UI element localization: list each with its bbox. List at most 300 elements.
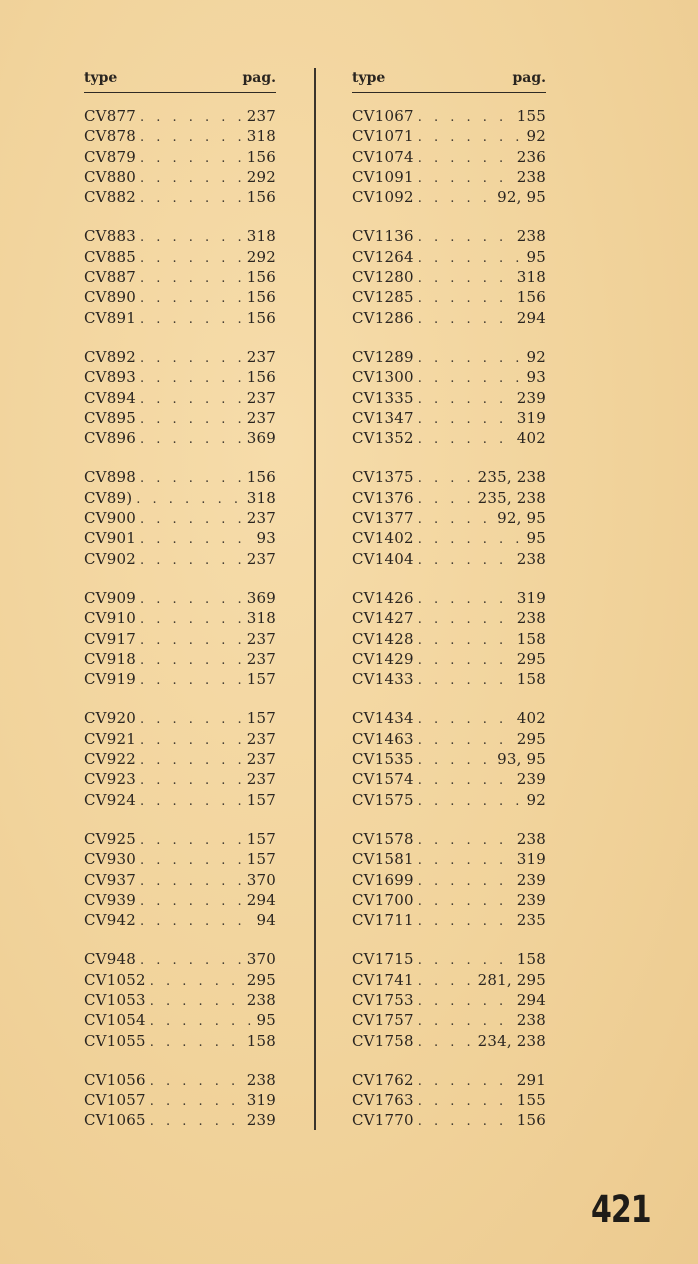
type-code: CV1352: [352, 429, 414, 448]
index-entry: [84, 127, 276, 147]
dot-leader: [418, 351, 523, 366]
index-entry: [352, 550, 546, 570]
dot-leader: [140, 833, 243, 848]
page-reference: 319: [516, 850, 546, 869]
dot-leader: [418, 974, 474, 989]
index-group: [84, 589, 276, 690]
index-entry: [352, 268, 546, 288]
page-reference: 238: [246, 1070, 276, 1089]
index-entry: [352, 730, 546, 750]
page-reference: 319: [516, 408, 546, 427]
dot-leader: [140, 271, 243, 286]
page-reference: 95: [256, 1011, 276, 1030]
dot-leader: [140, 171, 243, 186]
index-entry: [352, 770, 546, 790]
left-column-header: [84, 68, 276, 93]
index-entry: [84, 1011, 276, 1031]
dot-leader: [150, 1074, 243, 1089]
index-entry: [84, 871, 276, 891]
type-code: CV1757: [352, 1011, 414, 1030]
page-reference: 156: [516, 288, 546, 307]
dot-leader: [150, 1114, 243, 1129]
dot-leader: [418, 151, 513, 166]
type-code: CV1581: [352, 850, 414, 869]
dot-leader: [418, 110, 513, 125]
index-entry: [352, 429, 546, 449]
dot-leader: [418, 553, 513, 568]
type-code: CV1700: [352, 890, 414, 909]
index-group: [352, 348, 546, 449]
page-reference: 318: [246, 609, 276, 628]
type-code: CV1463: [352, 729, 414, 748]
page-reference: 294: [246, 890, 276, 909]
index-entry: [352, 791, 546, 811]
page-reference: 237: [246, 770, 276, 789]
type-code: CV892: [84, 347, 136, 366]
page-reference: 237: [246, 408, 276, 427]
page-reference: 319: [246, 1091, 276, 1110]
page-reference: 156: [246, 308, 276, 327]
page-reference: 239: [246, 1111, 276, 1130]
type-code: CV937: [84, 870, 136, 889]
page-reference: 237: [246, 649, 276, 668]
type-code: CV925: [84, 829, 136, 848]
index-entry: [352, 830, 546, 850]
type-code: CV1711: [352, 911, 414, 930]
index-entry: [84, 248, 276, 268]
page-reference: 157: [246, 709, 276, 728]
index-entry: [84, 188, 276, 208]
dot-leader: [418, 794, 523, 809]
page-reference: 158: [516, 629, 546, 648]
type-code: CV1402: [352, 529, 414, 548]
index-entry: [84, 589, 276, 609]
index-entry: [352, 227, 546, 247]
index-entry: [84, 550, 276, 570]
index-entry: [352, 509, 546, 529]
type-code: CV924: [84, 790, 136, 809]
page-reference: 155: [516, 107, 546, 125]
type-code: CV1054: [84, 1011, 146, 1030]
type-code: CV939: [84, 890, 136, 909]
index-entry: [84, 227, 276, 247]
dot-leader: [418, 291, 513, 306]
index-entry: [352, 309, 546, 329]
index-group: [84, 107, 276, 208]
dot-leader: [140, 371, 243, 386]
page-reference: 92: [526, 127, 546, 146]
page-reference: 155: [516, 1091, 546, 1110]
dot-leader: [140, 673, 243, 688]
page-reference: 156: [246, 288, 276, 307]
dot-leader: [418, 733, 513, 748]
dot-leader: [418, 773, 513, 788]
page-reference: 156: [246, 188, 276, 207]
index-entry: [352, 971, 546, 991]
type-code: CV1286: [352, 308, 414, 327]
page-reference: 369: [246, 429, 276, 448]
index-group: [352, 950, 546, 1051]
dot-leader: [140, 853, 243, 868]
page-reference: 402: [516, 709, 546, 728]
dot-leader: [140, 471, 243, 486]
dot-leader: [418, 673, 513, 688]
index-entry: [84, 107, 276, 127]
index-entry: [352, 168, 546, 188]
index-entry: [84, 791, 276, 811]
index-entry: [352, 348, 546, 368]
type-code: CV1741: [352, 970, 414, 989]
dot-leader: [418, 432, 513, 447]
index-entry: [352, 650, 546, 670]
page-reference: 238: [516, 227, 546, 246]
page-reference: 370: [246, 950, 276, 969]
index-entry: [352, 630, 546, 650]
page-reference: 281, 295: [477, 970, 546, 989]
type-code: CV1335: [352, 388, 414, 407]
right-column-header: [352, 68, 546, 93]
type-code: CV1758: [352, 1031, 414, 1050]
page-reference: 92: [526, 790, 546, 809]
index-group: [84, 468, 276, 569]
page-reference: 157: [246, 850, 276, 869]
page-reference: 318: [246, 227, 276, 246]
dot-leader: [140, 392, 243, 407]
index-entry: [84, 770, 276, 790]
type-code: CV893: [84, 368, 136, 387]
index-entry: [352, 1011, 546, 1031]
index-entry: [352, 891, 546, 911]
type-code: CV1770: [352, 1111, 414, 1130]
index-group: [352, 107, 546, 208]
type-code: CV1300: [352, 368, 414, 387]
index-entry: [84, 168, 276, 188]
page-reference: 237: [246, 388, 276, 407]
dot-leader: [418, 1014, 513, 1029]
index-entry: [84, 830, 276, 850]
page-reference: 156: [246, 147, 276, 166]
type-code: CV1427: [352, 609, 414, 628]
dot-leader: [140, 733, 243, 748]
index-entry: [84, 489, 276, 509]
page-reference: 237: [246, 629, 276, 648]
page-reference: 156: [246, 368, 276, 387]
dot-leader: [140, 191, 243, 206]
page-reference: 157: [246, 790, 276, 809]
page-reference: 237: [246, 750, 276, 769]
page-number: 421: [591, 1188, 651, 1232]
page-reference: 370: [246, 870, 276, 889]
index-group: [352, 589, 546, 690]
index-entry: [84, 529, 276, 549]
dot-leader: [140, 351, 243, 366]
index-entry: [84, 268, 276, 288]
dot-leader: [140, 633, 243, 648]
dot-leader: [418, 953, 513, 968]
index-entry: [352, 670, 546, 690]
type-code: CV919: [84, 670, 136, 689]
page-reference: 234, 238: [477, 1031, 546, 1050]
type-header: type: [352, 70, 386, 86]
dot-leader: [418, 994, 513, 1009]
type-code: CV1065: [84, 1111, 146, 1130]
type-code: CV1762: [352, 1070, 414, 1089]
index-entry: [84, 891, 276, 911]
type-code: CV1578: [352, 829, 414, 848]
dot-leader: [418, 592, 513, 607]
dot-leader: [418, 230, 513, 245]
index-entry: [84, 409, 276, 429]
page-reference: 239: [516, 388, 546, 407]
page-reference: 92, 95: [497, 188, 546, 207]
dot-leader: [418, 1114, 513, 1129]
type-code: CV1136: [352, 227, 414, 246]
page-reference: 294: [516, 990, 546, 1009]
type-code: CV89): [84, 488, 133, 507]
index-entry: [84, 630, 276, 650]
type-code: CV882: [84, 188, 136, 207]
dot-leader: [418, 653, 513, 668]
dot-leader: [140, 794, 243, 809]
type-code: CV948: [84, 950, 136, 969]
page-reference: 92: [526, 347, 546, 366]
index-group: [352, 709, 546, 810]
page-reference: 292: [246, 247, 276, 266]
index-entry: [352, 468, 546, 488]
index-entry: [84, 1111, 276, 1131]
page-reference: 236: [516, 147, 546, 166]
type-code: CV1347: [352, 408, 414, 427]
index-entry: [352, 127, 546, 147]
dot-leader: [140, 894, 243, 909]
index-entry: [84, 348, 276, 368]
dot-leader: [140, 773, 243, 788]
type-header: type: [84, 70, 118, 86]
dot-leader: [418, 1094, 513, 1109]
index-entry: [84, 650, 276, 670]
index-entry: [84, 971, 276, 991]
dot-leader: [418, 312, 513, 327]
page-reference: 95: [526, 529, 546, 548]
type-code: CV877: [84, 107, 136, 125]
page-reference: 156: [246, 468, 276, 487]
dot-leader: [418, 874, 513, 889]
page-reference: 239: [516, 890, 546, 909]
dot-leader: [418, 914, 513, 929]
type-code: CV885: [84, 247, 136, 266]
type-code: CV1715: [352, 950, 414, 969]
index-entry: [352, 609, 546, 629]
type-code: CV1071: [352, 127, 414, 146]
index-group: [84, 830, 276, 931]
page-reference: 239: [516, 870, 546, 889]
dot-leader: [418, 894, 513, 909]
index-entry: [84, 750, 276, 770]
page-reference: 402: [516, 429, 546, 448]
index-entry: [84, 309, 276, 329]
type-code: CV901: [84, 529, 136, 548]
page-reference: 95: [526, 247, 546, 266]
page-reference: 157: [246, 829, 276, 848]
type-code: CV1074: [352, 147, 414, 166]
dot-leader: [140, 432, 243, 447]
type-code: CV1289: [352, 347, 414, 366]
page-reference: 93: [256, 529, 276, 548]
index-entry: [352, 1091, 546, 1111]
page-reference: 235, 238: [477, 488, 546, 507]
type-code: CV922: [84, 750, 136, 769]
index-entry: [352, 107, 546, 127]
dot-leader: [418, 251, 523, 266]
dot-leader: [418, 392, 513, 407]
page-reference: 295: [246, 970, 276, 989]
page-reference: 237: [246, 549, 276, 568]
dot-leader: [418, 753, 493, 768]
dot-leader: [140, 874, 243, 889]
index-group: [84, 709, 276, 810]
type-code: CV1057: [84, 1091, 146, 1110]
dot-leader: [140, 412, 243, 427]
dot-leader: [140, 291, 243, 306]
type-code: CV900: [84, 509, 136, 528]
index-entry: [352, 1111, 546, 1131]
dot-leader: [140, 553, 243, 568]
type-code: CV1426: [352, 588, 414, 607]
type-code: CV880: [84, 167, 136, 186]
index-entry: [352, 188, 546, 208]
dot-leader: [150, 1094, 243, 1109]
type-code: CV1280: [352, 268, 414, 287]
type-code: CV1763: [352, 1091, 414, 1110]
page-reference: 92, 95: [497, 509, 546, 528]
dot-leader: [140, 151, 243, 166]
type-code: CV1575: [352, 790, 414, 809]
dot-leader: [418, 633, 513, 648]
type-code: CV1091: [352, 167, 414, 186]
type-code: CV1052: [84, 970, 146, 989]
type-code: CV942: [84, 911, 136, 930]
dot-leader: [418, 471, 474, 486]
page-reference: 295: [516, 649, 546, 668]
type-code: CV1285: [352, 288, 414, 307]
index-entry: [352, 950, 546, 970]
dot-leader: [418, 1035, 474, 1050]
type-code: CV1264: [352, 247, 414, 266]
type-code: CV1574: [352, 770, 414, 789]
index-entry: [352, 148, 546, 168]
type-code: CV1056: [84, 1070, 146, 1089]
index-group: [84, 950, 276, 1051]
page-reference: 295: [516, 729, 546, 748]
page-reference: 369: [246, 588, 276, 607]
page-reference: 235: [516, 911, 546, 930]
page-reference: 238: [246, 990, 276, 1009]
dot-leader: [150, 1014, 253, 1029]
page-reference: 157: [246, 670, 276, 689]
type-code: CV890: [84, 288, 136, 307]
dot-leader: [418, 833, 513, 848]
index-entry: [84, 368, 276, 388]
index-entry: [84, 509, 276, 529]
dot-leader: [418, 512, 493, 527]
dot-leader: [418, 853, 513, 868]
dot-leader: [140, 953, 243, 968]
index-entry: [352, 750, 546, 770]
index-group: [352, 227, 546, 328]
type-code: CV917: [84, 629, 136, 648]
type-code: CV896: [84, 429, 136, 448]
type-code: CV1699: [352, 870, 414, 889]
index-entry: [352, 911, 546, 931]
index-entry: [352, 529, 546, 549]
type-code: CV930: [84, 850, 136, 869]
index-entry: [352, 409, 546, 429]
page-reference: 93: [526, 368, 546, 387]
page-reference: 237: [246, 509, 276, 528]
type-code: CV1753: [352, 990, 414, 1009]
page-header: pag.: [242, 70, 276, 86]
type-code: CV920: [84, 709, 136, 728]
type-code: CV923: [84, 770, 136, 789]
type-code: CV1434: [352, 709, 414, 728]
index-entry: [84, 670, 276, 690]
type-code: CV1055: [84, 1031, 146, 1050]
dot-leader: [418, 612, 513, 627]
type-code: CV1429: [352, 649, 414, 668]
page-reference: 238: [516, 829, 546, 848]
index-entry: [84, 850, 276, 870]
page-reference: 94: [256, 911, 276, 930]
index-entry: [84, 468, 276, 488]
index-entry: [352, 589, 546, 609]
index-entry: [84, 389, 276, 409]
page-reference: 237: [246, 107, 276, 125]
index-entry: [352, 489, 546, 509]
type-code: CV910: [84, 609, 136, 628]
index-group: [352, 830, 546, 931]
index-entry: [84, 429, 276, 449]
dot-leader: [140, 251, 243, 266]
index-entry: [352, 389, 546, 409]
dot-leader: [418, 712, 513, 727]
left-index-column: [84, 68, 276, 1151]
dot-leader: [150, 994, 243, 1009]
dot-leader: [140, 110, 243, 125]
type-code: CV898: [84, 468, 136, 487]
dot-leader: [418, 492, 474, 507]
type-code: CV1053: [84, 990, 146, 1009]
index-entry: [352, 991, 546, 1011]
dot-leader: [140, 312, 243, 327]
dot-leader: [140, 914, 253, 929]
type-code: CV1092: [352, 188, 414, 207]
dot-leader: [150, 974, 243, 989]
dot-leader: [418, 371, 523, 386]
index-entry: [84, 609, 276, 629]
dot-leader: [418, 130, 523, 145]
dot-leader: [150, 1035, 243, 1050]
dot-leader: [140, 230, 243, 245]
dot-leader: [418, 271, 513, 286]
index-entry: [352, 368, 546, 388]
page-reference: 237: [246, 729, 276, 748]
page-reference: 158: [516, 950, 546, 969]
index-entry: [84, 709, 276, 729]
page-reference: 294: [516, 308, 546, 327]
page-reference: 318: [246, 127, 276, 146]
index-entry: [84, 148, 276, 168]
index-group: [352, 468, 546, 569]
